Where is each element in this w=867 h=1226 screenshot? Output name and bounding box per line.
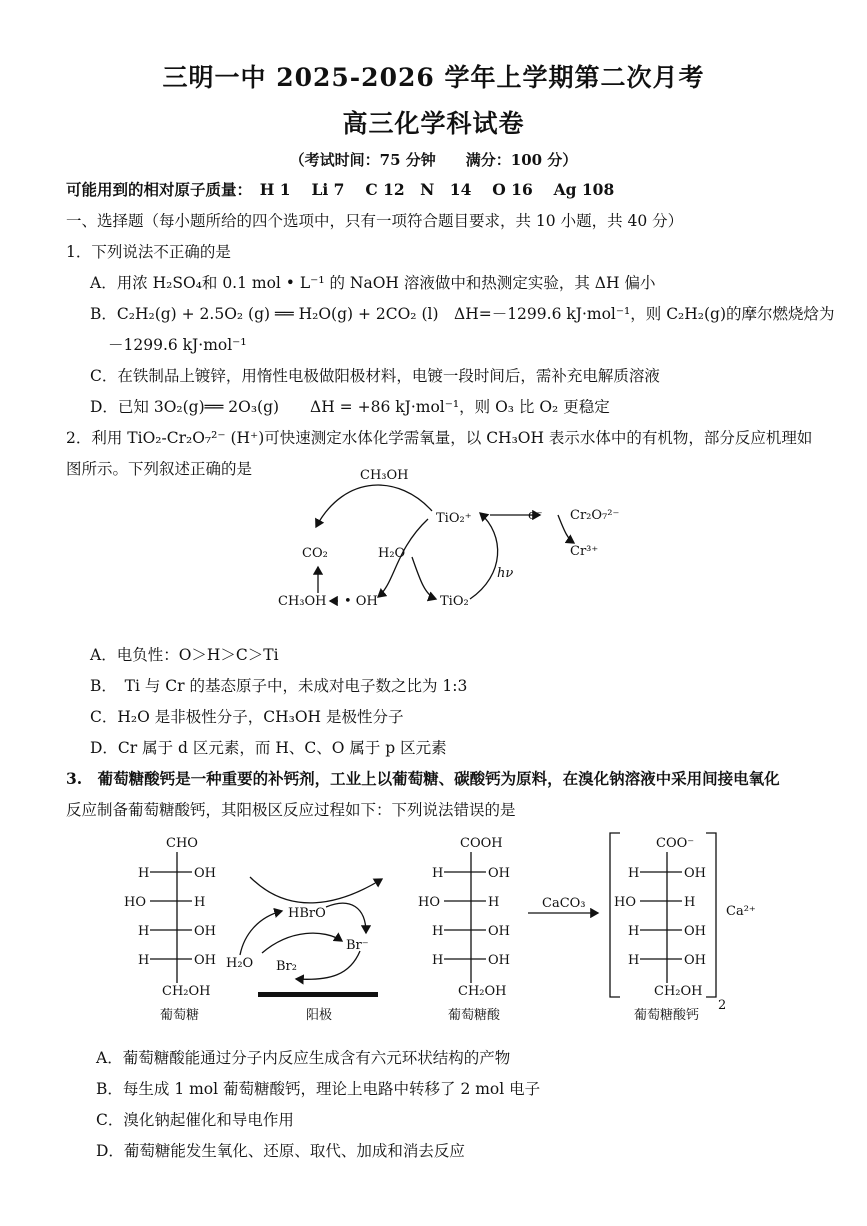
- q3-glucose-row3-left: H: [138, 924, 150, 939]
- q3-hbro: HBrO: [288, 906, 326, 921]
- q3-stem-cont: 反应制备葡萄糖酸钙，其阳极区反应过程如下：下列说法错误的是: [66, 801, 516, 819]
- q3-gluconic-row4-left: H: [432, 953, 444, 968]
- atomic-masses: 可能用到的相对原子质量： H 1 Li 7 C 12 N 14 O 16 Ag 108: [66, 180, 615, 199]
- q3-gluconic-row4-right: OH: [488, 953, 510, 968]
- q3-glucose-row1-right: OH: [194, 866, 216, 881]
- q1-option-b-cont: －1299.6 kJ·mol⁻¹: [108, 336, 247, 354]
- q2-arrow-to-tio2: [412, 557, 436, 599]
- q3-glucose-row2-right: H: [194, 895, 206, 910]
- q3-option-b: B．每生成 1 mol 葡萄糖酸钙，理论上电路中转移了 2 mol 电子: [96, 1080, 541, 1098]
- exam-info: （考试时间：75 分钟 满分：100 分）: [289, 151, 578, 169]
- q3-br-minus: Br⁻: [346, 938, 369, 953]
- q3-stem: 3. 葡萄糖酸钙是一种重要的补钙剂，工业上以葡萄糖、碳酸钙为原料，在溴化钠溶液中采用间接电氧化: [66, 769, 780, 788]
- q2-oh-radical: • OH: [344, 594, 378, 609]
- q2-ch3oh-bottom: CH₃OH: [278, 594, 327, 609]
- q3-subscript-2: 2: [718, 998, 727, 1013]
- q2-cr3: Cr³⁺: [570, 544, 599, 559]
- q2-hv: hν: [497, 566, 514, 581]
- q3-gluconic-row1-right: OH: [488, 866, 510, 881]
- q3-calcium-row1-right: OH: [684, 866, 706, 881]
- q3-arrow-oxidation: [250, 877, 382, 903]
- q3-glucose-row2-left: HO: [124, 895, 146, 910]
- q3-calcium-coo: COO⁻: [656, 836, 695, 851]
- q3-h2o: H₂O: [226, 956, 254, 971]
- q3-glucose-cho: CHO: [166, 836, 198, 851]
- q3-glucose-row4-right: OH: [194, 953, 216, 968]
- q3-calcium-row3-right: OH: [684, 924, 706, 939]
- q3-calcium-row2-left: HO: [614, 895, 636, 910]
- q3-gluconic-ch2oh: CH₂OH: [458, 984, 507, 999]
- q1-option-d: D．已知 3O₂(g)══ 2O₃(g) ΔH = +86 kJ·mol⁻¹，则 O₃ 比 O₂ 更稳定: [90, 398, 610, 416]
- q3-option-c: C．溴化钠起催化和导电作用: [96, 1111, 294, 1129]
- q2-tio2-plus: TiO₂⁺: [436, 511, 472, 526]
- q3-arrow-br-to-br2: [296, 951, 360, 979]
- q3-gluconic-label: 葡萄糖酸: [448, 1008, 501, 1023]
- q3-reaction-diagram: [0, 825, 867, 1035]
- q3-calcium-label: 葡萄糖酸钙: [634, 1008, 700, 1023]
- q3-gluconic-row2-right: H: [488, 895, 500, 910]
- q3-calcium-ch2oh: CH₂OH: [654, 984, 703, 999]
- q2-option-c: C．H₂O 是非极性分子，CH₃OH 是极性分子: [90, 708, 404, 726]
- q3-gluconic-row1-left: H: [432, 866, 444, 881]
- q2-cr2o7: Cr₂O₇²⁻: [570, 508, 620, 523]
- q3-calcium-row4-right: OH: [684, 953, 706, 968]
- q3-gluconic-row3-left: H: [432, 924, 444, 939]
- q3-option-d: D．葡萄糖能发生氧化、还原、取代、加成和消去反应: [96, 1142, 465, 1160]
- q3-glucose-row1-left: H: [138, 866, 150, 881]
- q1-option-a: A．用浓 H₂SO₄和 0.1 mol • L⁻¹ 的 NaOH 溶液做中和热测定实验，其 ΔH 偏小: [90, 274, 656, 292]
- q2-electron: e⁻: [528, 508, 543, 523]
- q2-arrow-tio2-to-co2: [316, 485, 432, 527]
- q2-tio2: TiO₂: [440, 594, 469, 609]
- q3-calcium-row3-left: H: [628, 924, 640, 939]
- q2-stem: 2．利用 TiO₂-Cr₂O₇²⁻ (H⁺)可快速测定水体化学需氧量，以 CH₃OH 表示水体中的有机物，部分反应机理如: [66, 429, 813, 447]
- exam-subtitle: 高三化学科试卷: [342, 109, 525, 138]
- q2-option-d: D．Cr 属于 d 区元素，而 H、C、O 属于 p 区元素: [90, 739, 447, 757]
- q1-option-c: C．在铁制品上镀锌，用惰性电极做阳极材料，电镀一段时间后，需补充电解质溶液: [90, 367, 660, 385]
- q3-br2: Br₂: [276, 959, 297, 974]
- q2-co2: CO₂: [302, 546, 328, 561]
- q3-glucose-row3-right: OH: [194, 924, 216, 939]
- q3-glucose-row4-left: H: [138, 953, 150, 968]
- q3-gluconic-cooh: COOH: [460, 836, 503, 851]
- q3-gluconic-row2-left: HO: [418, 895, 440, 910]
- q1-option-b: B．C₂H₂(g) + 2.5O₂ (g) ══ H₂O(g) + 2CO₂ (l) ΔH=－1299.6 kJ·mol⁻¹，则 C₂H₂(g)的摩尔燃烧焓为: [90, 305, 835, 323]
- q3-arrow-h2o-to-hbro: [240, 911, 282, 955]
- q3-calcium-row4-left: H: [628, 953, 640, 968]
- q3-gluconic-row3-right: OH: [488, 924, 510, 939]
- q2-ch3oh-top: CH₃OH: [360, 468, 409, 483]
- q3-caco3: CaCO₃: [542, 896, 586, 911]
- q2-option-a: A．电负性：O＞H＞C＞Ti: [90, 646, 279, 664]
- q2-mechanism-diagram: [0, 455, 867, 620]
- q3-anode-electrode: [258, 992, 378, 997]
- section-heading: 一、选择题（每小题所给的四个选项中，只有一项符合题目要求，共 10 小题，共 40 分）: [66, 212, 684, 230]
- exam-title: 三明一中 2025-2026 学年上学期第二次月考: [162, 63, 705, 92]
- q3-bracket-left: [610, 833, 620, 997]
- q3-glucose-ch2oh: CH₂OH: [162, 984, 211, 999]
- q2-stem-cont: 图所示。下列叙述正确的是: [66, 460, 253, 478]
- q2-arrow-hv: [470, 513, 498, 599]
- q3-calcium-row2-right: H: [684, 895, 696, 910]
- q3-ca2: Ca²⁺: [726, 904, 756, 919]
- q3-anode-label: 阳极: [306, 1008, 333, 1023]
- q3-calcium-row1-left: H: [628, 866, 640, 881]
- q3-option-a: A．葡萄糖酸能通过分子内反应生成含有六元环状结构的产物: [96, 1049, 511, 1067]
- q2-h2o: H₂O: [378, 546, 406, 561]
- q3-bracket-right: [706, 833, 716, 997]
- q3-glucose-label: 葡萄糖: [160, 1008, 200, 1023]
- q3-arrow-to-br-minus: [262, 933, 342, 953]
- q1-stem: 1．下列说法不正确的是: [66, 243, 231, 261]
- q3-arrow-hbro-to-br: [326, 903, 366, 933]
- q2-option-b: B． Ti 与 Cr 的基态原子中，未成对电子数之比为 1:3: [90, 677, 468, 695]
